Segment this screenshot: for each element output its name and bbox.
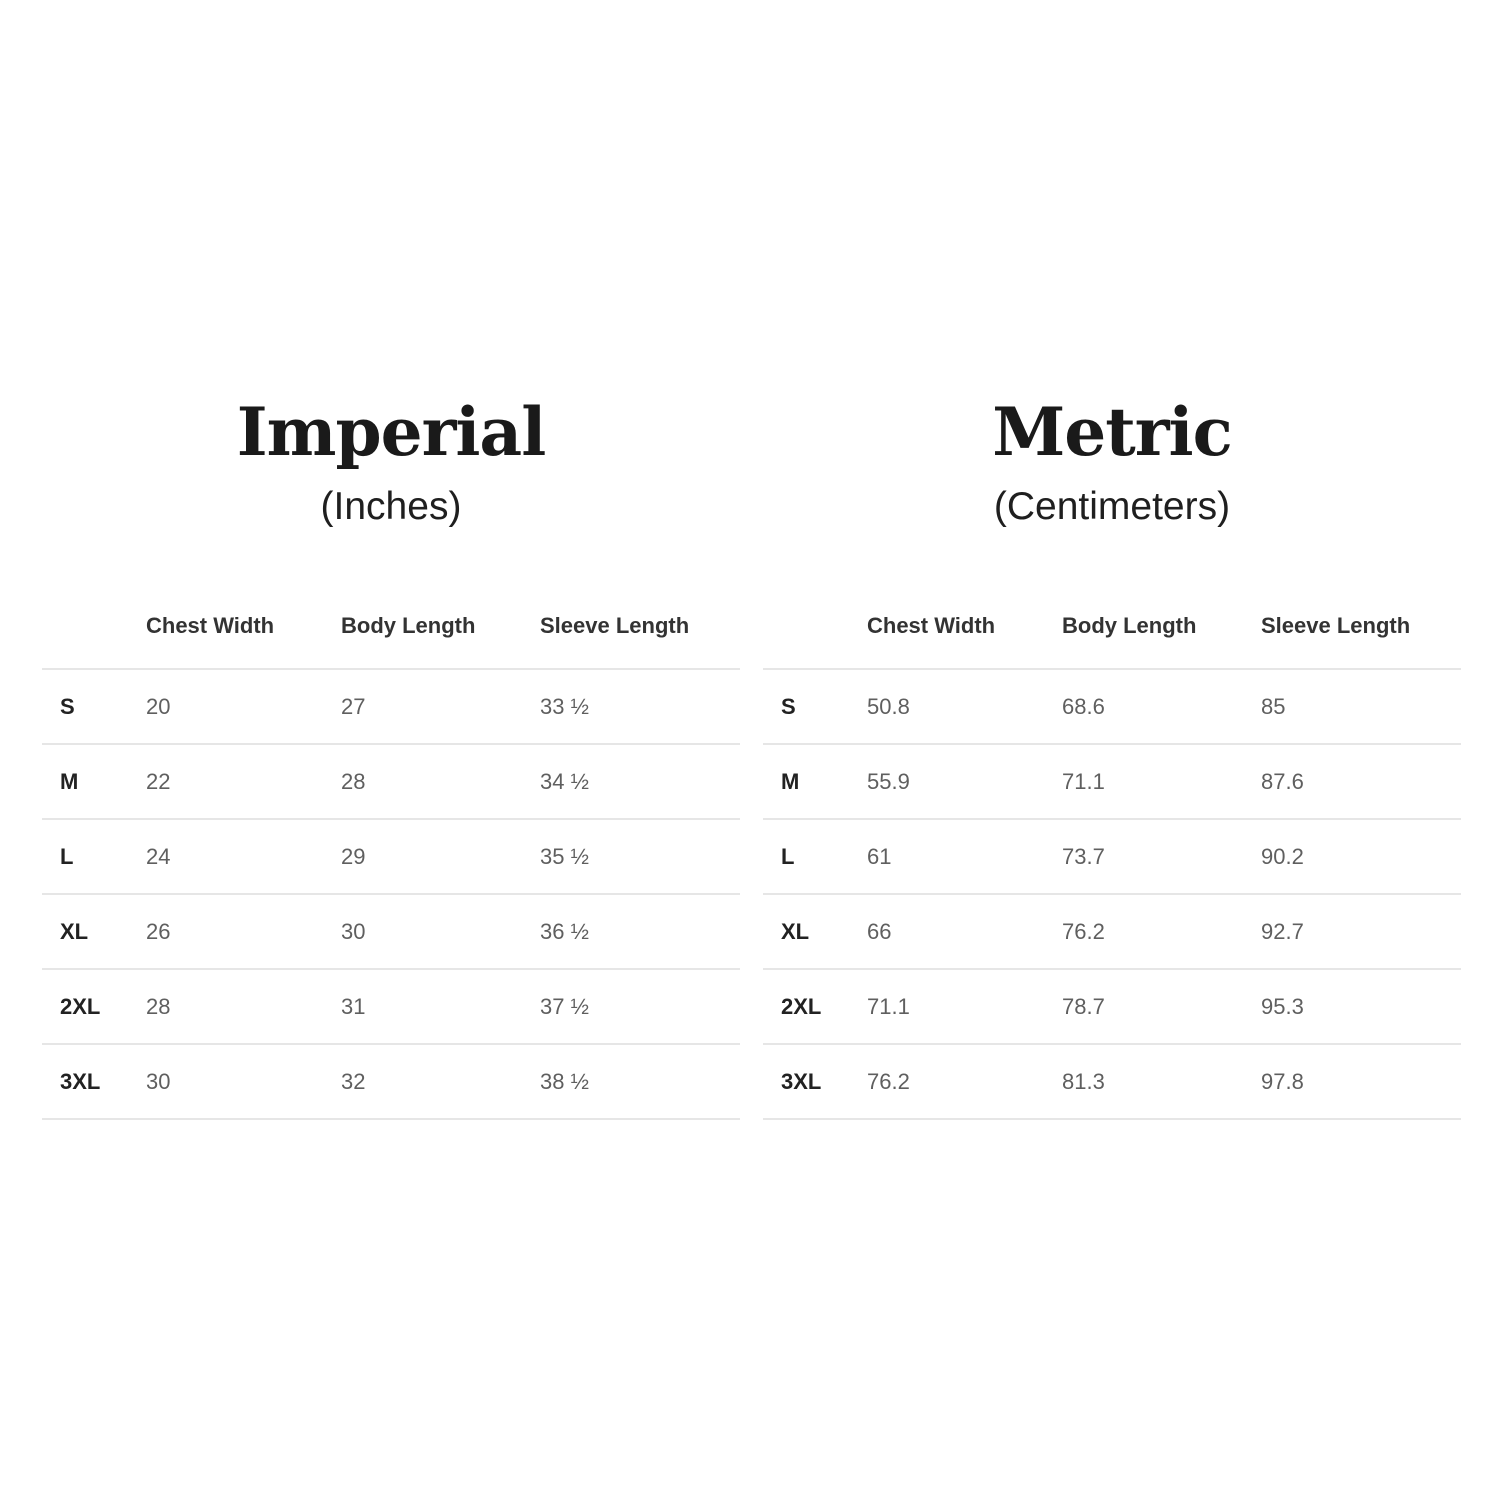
chest-width-value: 22 — [146, 744, 341, 819]
chest-width-value: 28 — [146, 969, 341, 1044]
metric-heading — [763, 392, 1461, 532]
table-row — [763, 744, 1461, 819]
imperial-header-sleeve-length: Sleeve Length — [540, 584, 740, 669]
imperial-subtitle: (Inches) — [320, 485, 462, 528]
imperial-size-table — [42, 584, 740, 1120]
imperial-header-size — [42, 584, 146, 669]
sleeve-length-value: 97.8 — [1261, 1044, 1461, 1119]
table-row — [763, 894, 1461, 969]
sleeve-length-value: 37 ½ — [540, 969, 740, 1044]
size-label: S — [42, 669, 146, 744]
table-row — [42, 819, 740, 894]
chest-width-value: 76.2 — [867, 1044, 1062, 1119]
body-length-value: 32 — [341, 1044, 540, 1119]
metric-header-chest-width: Chest Width — [867, 584, 1062, 669]
body-length-value: 31 — [341, 969, 540, 1044]
sleeve-length-value: 85 — [1261, 669, 1461, 744]
body-length-value: 76.2 — [1062, 894, 1261, 969]
chest-width-value: 50.8 — [867, 669, 1062, 744]
table-row — [763, 969, 1461, 1044]
size-label: M — [763, 744, 867, 819]
metric-subtitle: (Centimeters) — [993, 485, 1231, 528]
table-row — [42, 669, 740, 744]
table-row — [42, 969, 740, 1044]
imperial-heading — [42, 392, 740, 532]
imperial-header-body-length: Body Length — [341, 584, 540, 669]
chest-width-value: 30 — [146, 1044, 341, 1119]
sleeve-length-value: 34 ½ — [540, 744, 740, 819]
size-label: XL — [763, 894, 867, 969]
chest-width-value: 55.9 — [867, 744, 1062, 819]
size-label: L — [763, 819, 867, 894]
imperial-header-row — [42, 584, 740, 669]
size-label: 3XL — [42, 1044, 146, 1119]
size-label: S — [763, 669, 867, 744]
body-length-value: 30 — [341, 894, 540, 969]
table-row — [763, 1044, 1461, 1119]
metric-panel — [763, 0, 1461, 1500]
size-label: 2XL — [42, 969, 146, 1044]
table-row — [763, 819, 1461, 894]
chest-width-value: 61 — [867, 819, 1062, 894]
table-row — [42, 894, 740, 969]
body-length-value: 28 — [341, 744, 540, 819]
chest-width-value: 20 — [146, 669, 341, 744]
imperial-panel — [42, 0, 740, 1500]
body-length-value: 81.3 — [1062, 1044, 1261, 1119]
sleeve-length-value: 90.2 — [1261, 819, 1461, 894]
sleeve-length-value: 92.7 — [1261, 894, 1461, 969]
table-row — [42, 744, 740, 819]
metric-header-row — [763, 584, 1461, 669]
size-label: 2XL — [763, 969, 867, 1044]
chest-width-value: 24 — [146, 819, 341, 894]
sleeve-length-value: 87.6 — [1261, 744, 1461, 819]
body-length-value: 78.7 — [1062, 969, 1261, 1044]
sleeve-length-value: 35 ½ — [540, 819, 740, 894]
metric-header-sleeve-length: Sleeve Length — [1261, 584, 1461, 669]
chest-width-value: 66 — [867, 894, 1062, 969]
metric-header-body-length: Body Length — [1062, 584, 1261, 669]
metric-size-table — [763, 584, 1461, 1120]
body-length-value: 73.7 — [1062, 819, 1261, 894]
body-length-value: 71.1 — [1062, 744, 1261, 819]
body-length-value: 68.6 — [1062, 669, 1261, 744]
size-label: 3XL — [763, 1044, 867, 1119]
metric-title: Metric — [992, 393, 1232, 471]
size-label: XL — [42, 894, 146, 969]
metric-header-size — [763, 584, 867, 669]
imperial-header-chest-width: Chest Width — [146, 584, 341, 669]
sleeve-length-value: 33 ½ — [540, 669, 740, 744]
chest-width-value: 71.1 — [867, 969, 1062, 1044]
sleeve-length-value: 36 ½ — [540, 894, 740, 969]
size-label: L — [42, 819, 146, 894]
chest-width-value: 26 — [146, 894, 341, 969]
table-row — [42, 1044, 740, 1119]
body-length-value: 27 — [341, 669, 540, 744]
sleeve-length-value: 38 ½ — [540, 1044, 740, 1119]
size-label: M — [42, 744, 146, 819]
sleeve-length-value: 95.3 — [1261, 969, 1461, 1044]
body-length-value: 29 — [341, 819, 540, 894]
imperial-title: Imperial — [236, 393, 546, 471]
table-row — [763, 669, 1461, 744]
